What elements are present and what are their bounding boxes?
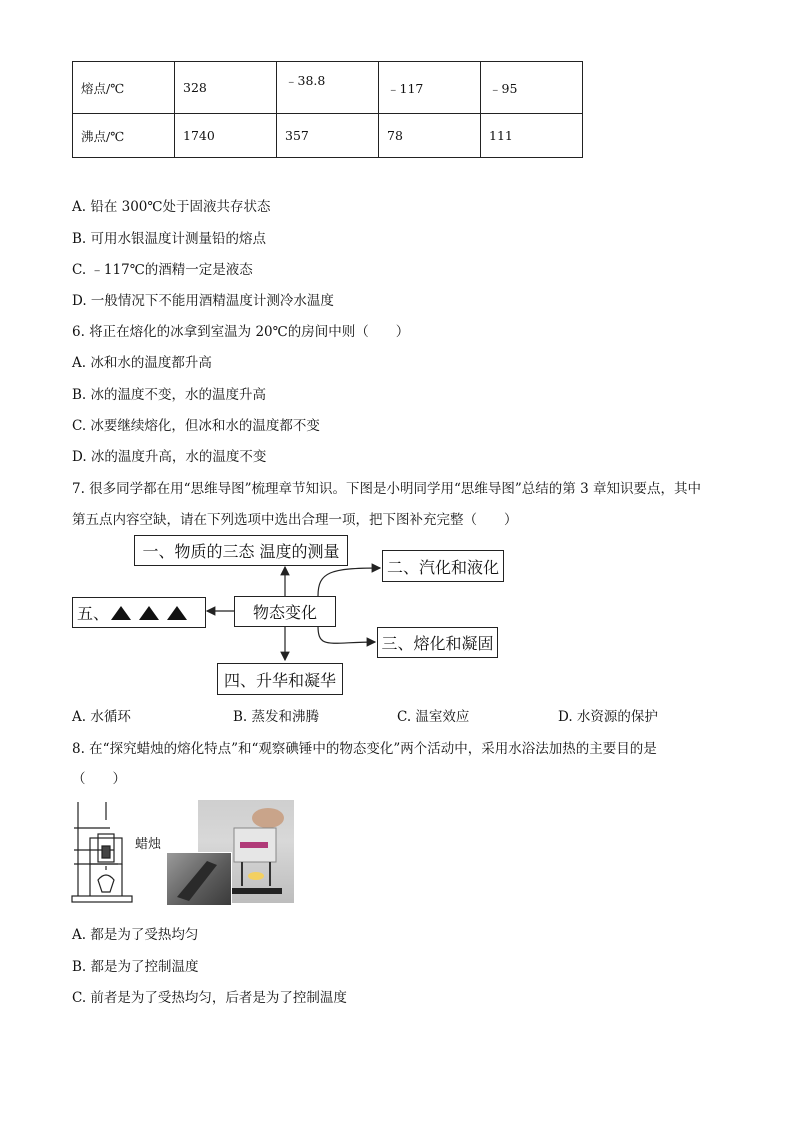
table-cell: ﹣95: [481, 62, 583, 114]
q7-option-a: A. 水循环: [72, 709, 131, 725]
table-cell: 111: [481, 114, 583, 158]
table-cell: 78: [379, 114, 481, 158]
candle-label: 蜡烛: [135, 837, 162, 852]
arrow-curve-down: [318, 626, 375, 643]
q7-option-b: B. 蒸发和沸腾: [233, 709, 320, 725]
box-fifth-prefix: 五、: [77, 604, 110, 623]
q6-option-c: C. 冰要继续熔化，但冰和水的温度都不变: [72, 418, 320, 434]
q6-stem: 6. 将正在熔化的冰拿到室温为 20℃的房间中则（ ）: [72, 324, 410, 340]
box-melting: 三、熔化和凝固: [377, 627, 498, 658]
q6-option-a: A. 冰和水的温度都升高: [72, 355, 212, 371]
row-label: 熔点/℃: [73, 62, 175, 114]
box-sublimation: 四、升华和凝华: [217, 663, 343, 695]
triangle-placeholder-icon: [167, 606, 187, 620]
q7-option-c: C. 温室效应: [397, 709, 470, 725]
beaker-photo: [166, 852, 232, 906]
q8-option-a: A. 都是为了受热均匀: [72, 927, 199, 943]
q8-option-c: C. 前者是为了受热均匀，后者是为了控制温度: [72, 990, 347, 1006]
arrow-curve-up: [318, 568, 380, 596]
q7-stem-line1: 7. 很多同学都在用“思维导图”梳理章节知识。下图是小明同学用“思维导图”总结的第 3 章知识要点，其中: [72, 481, 701, 497]
box-vaporization: 二、汽化和液化: [382, 550, 504, 582]
q8-stem-line1: 8. 在“探究蜡烛的熔化特点”和“观察碘锤中的物态变化”两个活动中，采用水浴法加热的主要目的是: [72, 741, 657, 757]
q5-option-a: A. 铅在 300℃处于固液共存状态: [72, 199, 271, 215]
water-bath-apparatus-figure: [70, 798, 140, 906]
q5-option-c: C. ﹣117℃的酒精一定是液态: [72, 262, 253, 278]
table-cell: 328: [175, 62, 277, 114]
box-center-phase-change: 物态变化: [234, 596, 336, 627]
row-label: 沸点/℃: [73, 114, 175, 158]
q5-option-d: D. 一般情况下不能用酒精温度计测冷水温度: [72, 293, 334, 309]
table-cell: 357: [277, 114, 379, 158]
q6-option-b: B. 冰的温度不变，水的温度升高: [72, 387, 267, 403]
table-cell: 1740: [175, 114, 277, 158]
q7-option-d: D. 水资源的保护: [558, 709, 658, 725]
q8-stem-line2: （ ）: [72, 771, 126, 787]
box-states-measurement: 一、物质的三态 温度的测量: [134, 535, 348, 566]
table-cell: ﹣117: [379, 62, 481, 114]
q5-option-b: B. 可用水银温度计测量铅的熔点: [72, 231, 267, 247]
box-fifth-blank: [72, 597, 206, 628]
triangle-placeholder-icon: [111, 606, 131, 620]
q7-stem-line2: 第五点内容空缺，请在下列选项中选出合理一项，把下图补充完整（ ）: [72, 512, 518, 528]
q6-option-d: D. 冰的温度升高，水的温度不变: [72, 449, 267, 465]
table-cell-value: ﹣38.8: [285, 72, 326, 88]
q8-option-b: B. 都是为了控制温度: [72, 959, 199, 975]
q7-options: [72, 705, 712, 725]
triangle-placeholder-icon: [139, 606, 159, 620]
beaker-drawing: [167, 853, 231, 905]
